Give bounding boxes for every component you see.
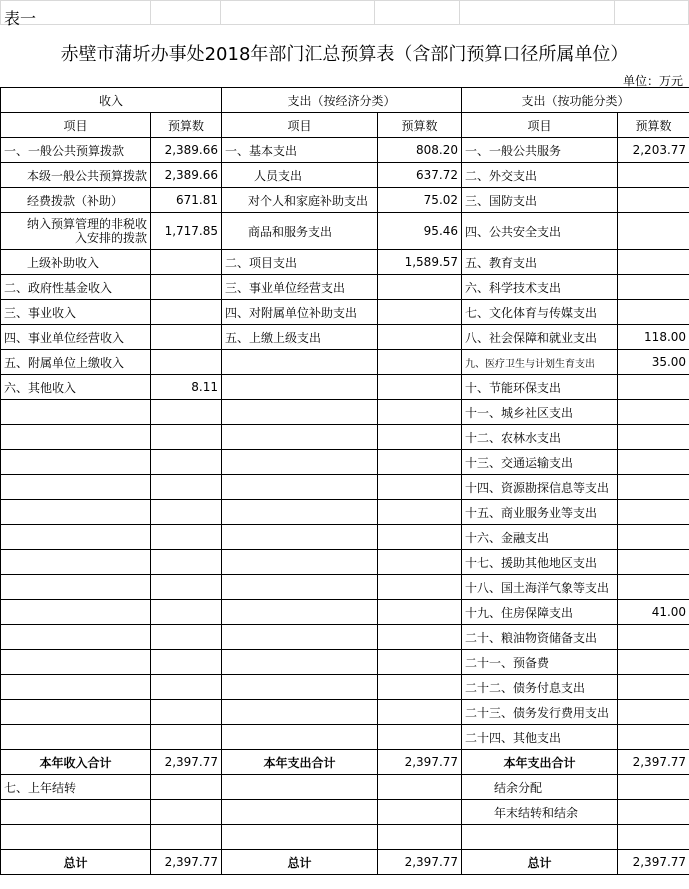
row-item-cell — [1, 425, 151, 450]
row-item-cell: 三、事业收入 — [1, 300, 151, 325]
row-item-cell: 本级一般公共预算拨款 — [1, 163, 151, 188]
row-item-cell: 商品和服务支出 — [222, 213, 378, 250]
row-item-cell: 五、上缴上级支出 — [222, 325, 378, 350]
row-value-cell — [378, 575, 462, 600]
row-item-cell: 四、事业单位经营收入 — [1, 325, 151, 350]
row-value-cell — [618, 650, 689, 675]
row-item-cell — [1, 650, 151, 675]
row-value-cell — [618, 500, 689, 525]
table-row — [1, 600, 689, 625]
row-item-cell — [222, 600, 378, 625]
table-row — [1, 625, 689, 650]
row-item-cell — [1, 500, 151, 525]
row-item-cell: 七、文化体育与传媒支出 — [462, 300, 618, 325]
row-value-cell — [378, 400, 462, 425]
row-item-cell: 一、一般公共预算拨款 — [1, 138, 151, 163]
year-total-row — [1, 750, 689, 775]
row-value-cell — [618, 675, 689, 700]
cell: 七、上年结转 — [1, 775, 151, 800]
row-item-cell — [222, 500, 378, 525]
table-row — [1, 375, 689, 400]
budget-table — [0, 87, 689, 875]
table-row — [1, 550, 689, 575]
row-item-cell — [1, 625, 151, 650]
row-item-cell: 五、附属单位上缴收入 — [1, 350, 151, 375]
row-item-cell: 二、政府性基金收入 — [1, 275, 151, 300]
row-value-cell — [378, 375, 462, 400]
row-value-cell — [378, 350, 462, 375]
row-item-cell — [222, 675, 378, 700]
row-value-cell — [151, 675, 222, 700]
row-value-cell — [378, 725, 462, 750]
table-row — [1, 400, 689, 425]
page-title: 赤壁市蒲圻办事处2018年部门汇总预算表（含部门预算口径所属单位） — [60, 44, 629, 65]
row-value-cell — [618, 425, 689, 450]
header-budget: 预算数 — [151, 113, 222, 138]
row-item-cell: 纳入预算管理的非税收入安排的拨款 — [1, 213, 151, 250]
row-value-cell: 35.00 — [618, 350, 689, 375]
row-item-cell: 十八、国土海洋气象等支出 — [462, 575, 618, 600]
row-item-cell: 三、事业单位经营支出 — [222, 275, 378, 300]
grand-value: 2,397.77 — [378, 850, 462, 875]
row-value-cell — [618, 575, 689, 600]
grand-value: 2,397.77 — [151, 850, 222, 875]
row-item-cell — [222, 425, 378, 450]
row-item-cell: 十三、交通运输支出 — [462, 450, 618, 475]
section-header-row — [1, 88, 689, 113]
total-label: 本年支出合计 — [462, 750, 618, 775]
table-row — [1, 575, 689, 600]
row-value-cell — [151, 425, 222, 450]
header-budget: 预算数 — [618, 113, 689, 138]
row-item-cell: 二十一、预备费 — [462, 650, 618, 675]
row-value-cell — [618, 275, 689, 300]
row-value-cell — [618, 188, 689, 213]
row-item-cell: 十一、城乡社区支出 — [462, 400, 618, 425]
row-value-cell — [151, 400, 222, 425]
table-row — [1, 275, 689, 300]
background-grid — [0, 0, 689, 25]
row-item-cell: 对个人和家庭补助支出 — [222, 188, 378, 213]
row-value-cell: 2,389.66 — [151, 163, 222, 188]
table-row — [1, 350, 689, 375]
row-item-cell: 四、对附属单位补助支出 — [222, 300, 378, 325]
row-value-cell — [378, 450, 462, 475]
header-income: 收入 — [1, 88, 222, 113]
header-item: 项目 — [462, 113, 618, 138]
row-value-cell: 671.81 — [151, 188, 222, 213]
table-row — [1, 163, 689, 188]
row-value-cell — [151, 725, 222, 750]
table-row — [1, 138, 689, 163]
row-value-cell — [618, 450, 689, 475]
row-item-cell: 五、教育支出 — [462, 250, 618, 275]
row-item-cell — [222, 650, 378, 675]
table-row — [1, 725, 689, 750]
row-value-cell — [378, 650, 462, 675]
row-item-cell — [1, 575, 151, 600]
header-item: 项目 — [1, 113, 151, 138]
row-value-cell: 2,203.77 — [618, 138, 689, 163]
grand-label: 总计 — [1, 850, 151, 875]
row-item-cell: 十四、资源勘探信息等支出 — [462, 475, 618, 500]
row-item-cell — [1, 450, 151, 475]
row-value-cell — [618, 625, 689, 650]
row-item-cell — [222, 350, 378, 375]
row-value-cell — [618, 725, 689, 750]
row-item-cell: 十九、住房保障支出 — [462, 600, 618, 625]
header-exp-econ: 支出（按经济分类） — [222, 88, 462, 113]
row-value-cell — [151, 300, 222, 325]
row-value-cell: 41.00 — [618, 600, 689, 625]
table-row — [1, 325, 689, 350]
row-item-cell: 六、其他收入 — [1, 375, 151, 400]
row-item-cell: 二、外交支出 — [462, 163, 618, 188]
row-value-cell — [151, 325, 222, 350]
row-value-cell — [618, 213, 689, 250]
row-value-cell — [151, 525, 222, 550]
row-value-cell — [378, 325, 462, 350]
table-row — [1, 250, 689, 275]
row-item-cell: 三、国防支出 — [462, 188, 618, 213]
row-item-cell: 十二、农林水支出 — [462, 425, 618, 450]
grand-label: 总计 — [222, 850, 378, 875]
row-item-cell: 经费拨款（补助） — [1, 188, 151, 213]
column-header-row — [1, 113, 689, 138]
row-value-cell — [378, 425, 462, 450]
row-value-cell — [151, 700, 222, 725]
header-budget: 预算数 — [378, 113, 462, 138]
row-item-cell — [222, 400, 378, 425]
row-item-cell — [1, 675, 151, 700]
row-value-cell: 1,589.57 — [378, 250, 462, 275]
table-row — [1, 425, 689, 450]
row-item-cell — [222, 375, 378, 400]
row-value-cell — [151, 450, 222, 475]
grand-label: 总计 — [462, 850, 618, 875]
table-row — [1, 213, 689, 250]
row-item-cell: 十六、金融支出 — [462, 525, 618, 550]
table-row — [1, 525, 689, 550]
row-item-cell: 二十二、债务付息支出 — [462, 675, 618, 700]
table-row — [1, 300, 689, 325]
row-value-cell — [618, 375, 689, 400]
row-value-cell: 808.20 — [378, 138, 462, 163]
row-item-cell: 人员支出 — [222, 163, 378, 188]
total-value: 2,397.77 — [151, 750, 222, 775]
row-item-cell: 上级补助收入 — [1, 250, 151, 275]
carry-row — [1, 800, 689, 825]
row-value-cell — [378, 300, 462, 325]
row-item-cell: 十七、援助其他地区支出 — [462, 550, 618, 575]
grand-total-row — [1, 850, 689, 875]
row-value-cell: 637.72 — [378, 163, 462, 188]
row-value-cell — [378, 275, 462, 300]
row-item-cell — [222, 625, 378, 650]
row-item-cell — [222, 525, 378, 550]
table-row — [1, 675, 689, 700]
row-item-cell: 二、项目支出 — [222, 250, 378, 275]
row-value-cell — [618, 475, 689, 500]
row-item-cell: 一、基本支出 — [222, 138, 378, 163]
header-item: 项目 — [222, 113, 378, 138]
row-value-cell — [378, 500, 462, 525]
row-value-cell — [151, 350, 222, 375]
row-value-cell — [618, 550, 689, 575]
row-item-cell: 八、社会保障和就业支出 — [462, 325, 618, 350]
carry-row — [1, 775, 689, 800]
total-value: 2,397.77 — [618, 750, 689, 775]
row-value-cell — [378, 525, 462, 550]
unit-label: 单位：万元 — [622, 74, 683, 88]
row-item-cell: 九、医疗卫生与计划生育支出 — [462, 350, 618, 375]
row-value-cell: 95.46 — [378, 213, 462, 250]
header-exp-func: 支出（按功能分类） — [462, 88, 689, 113]
row-item-cell — [222, 475, 378, 500]
sheet-label: 表一 — [4, 9, 37, 28]
table-row — [1, 475, 689, 500]
row-item-cell — [1, 525, 151, 550]
row-item-cell: 六、科学技术支出 — [462, 275, 618, 300]
row-value-cell — [618, 400, 689, 425]
row-item-cell — [222, 725, 378, 750]
row-value-cell — [151, 475, 222, 500]
row-item-cell: 二十、粮油物资储备支出 — [462, 625, 618, 650]
cell: 结余分配 — [462, 775, 618, 800]
row-item-cell — [222, 450, 378, 475]
table-row — [1, 450, 689, 475]
row-item-cell: 十、节能环保支出 — [462, 375, 618, 400]
row-value-cell — [378, 600, 462, 625]
row-item-cell — [222, 575, 378, 600]
total-label: 本年支出合计 — [222, 750, 378, 775]
table-row — [1, 700, 689, 725]
row-value-cell — [618, 700, 689, 725]
row-value-cell — [151, 275, 222, 300]
row-item-cell — [1, 550, 151, 575]
row-item-cell — [1, 600, 151, 625]
row-value-cell — [151, 575, 222, 600]
row-item-cell — [1, 400, 151, 425]
row-value-cell — [618, 250, 689, 275]
row-value-cell — [151, 250, 222, 275]
total-value: 2,397.77 — [378, 750, 462, 775]
row-value-cell: 2,389.66 — [151, 138, 222, 163]
row-item-cell: 四、公共安全支出 — [462, 213, 618, 250]
total-label: 本年收入合计 — [1, 750, 151, 775]
row-value-cell: 8.11 — [151, 375, 222, 400]
table-row — [1, 188, 689, 213]
row-value-cell — [378, 700, 462, 725]
row-value-cell — [151, 650, 222, 675]
cell: 年末结转和结余 — [462, 800, 618, 825]
table-row — [1, 650, 689, 675]
row-value-cell — [151, 500, 222, 525]
row-value-cell: 118.00 — [618, 325, 689, 350]
row-item-cell: 十五、商业服务业等支出 — [462, 500, 618, 525]
row-value-cell: 75.02 — [378, 188, 462, 213]
row-item-cell — [222, 700, 378, 725]
row-value-cell — [618, 300, 689, 325]
row-value-cell — [151, 625, 222, 650]
row-value-cell — [378, 625, 462, 650]
row-item-cell: 二十三、债务发行费用支出 — [462, 700, 618, 725]
row-item-cell — [1, 475, 151, 500]
row-value-cell — [378, 675, 462, 700]
row-item-cell: 一、一般公共服务 — [462, 138, 618, 163]
row-value-cell — [618, 163, 689, 188]
row-value-cell — [151, 600, 222, 625]
row-item-cell: 二十四、其他支出 — [462, 725, 618, 750]
blank-row — [1, 825, 689, 850]
row-value-cell — [151, 550, 222, 575]
row-item-cell — [1, 725, 151, 750]
table-row — [1, 500, 689, 525]
row-item-cell — [1, 700, 151, 725]
row-value-cell — [618, 525, 689, 550]
row-item-cell — [222, 550, 378, 575]
row-value-cell — [378, 550, 462, 575]
grand-value: 2,397.77 — [618, 850, 689, 875]
row-value-cell — [378, 475, 462, 500]
row-value-cell: 1,717.85 — [151, 213, 222, 250]
